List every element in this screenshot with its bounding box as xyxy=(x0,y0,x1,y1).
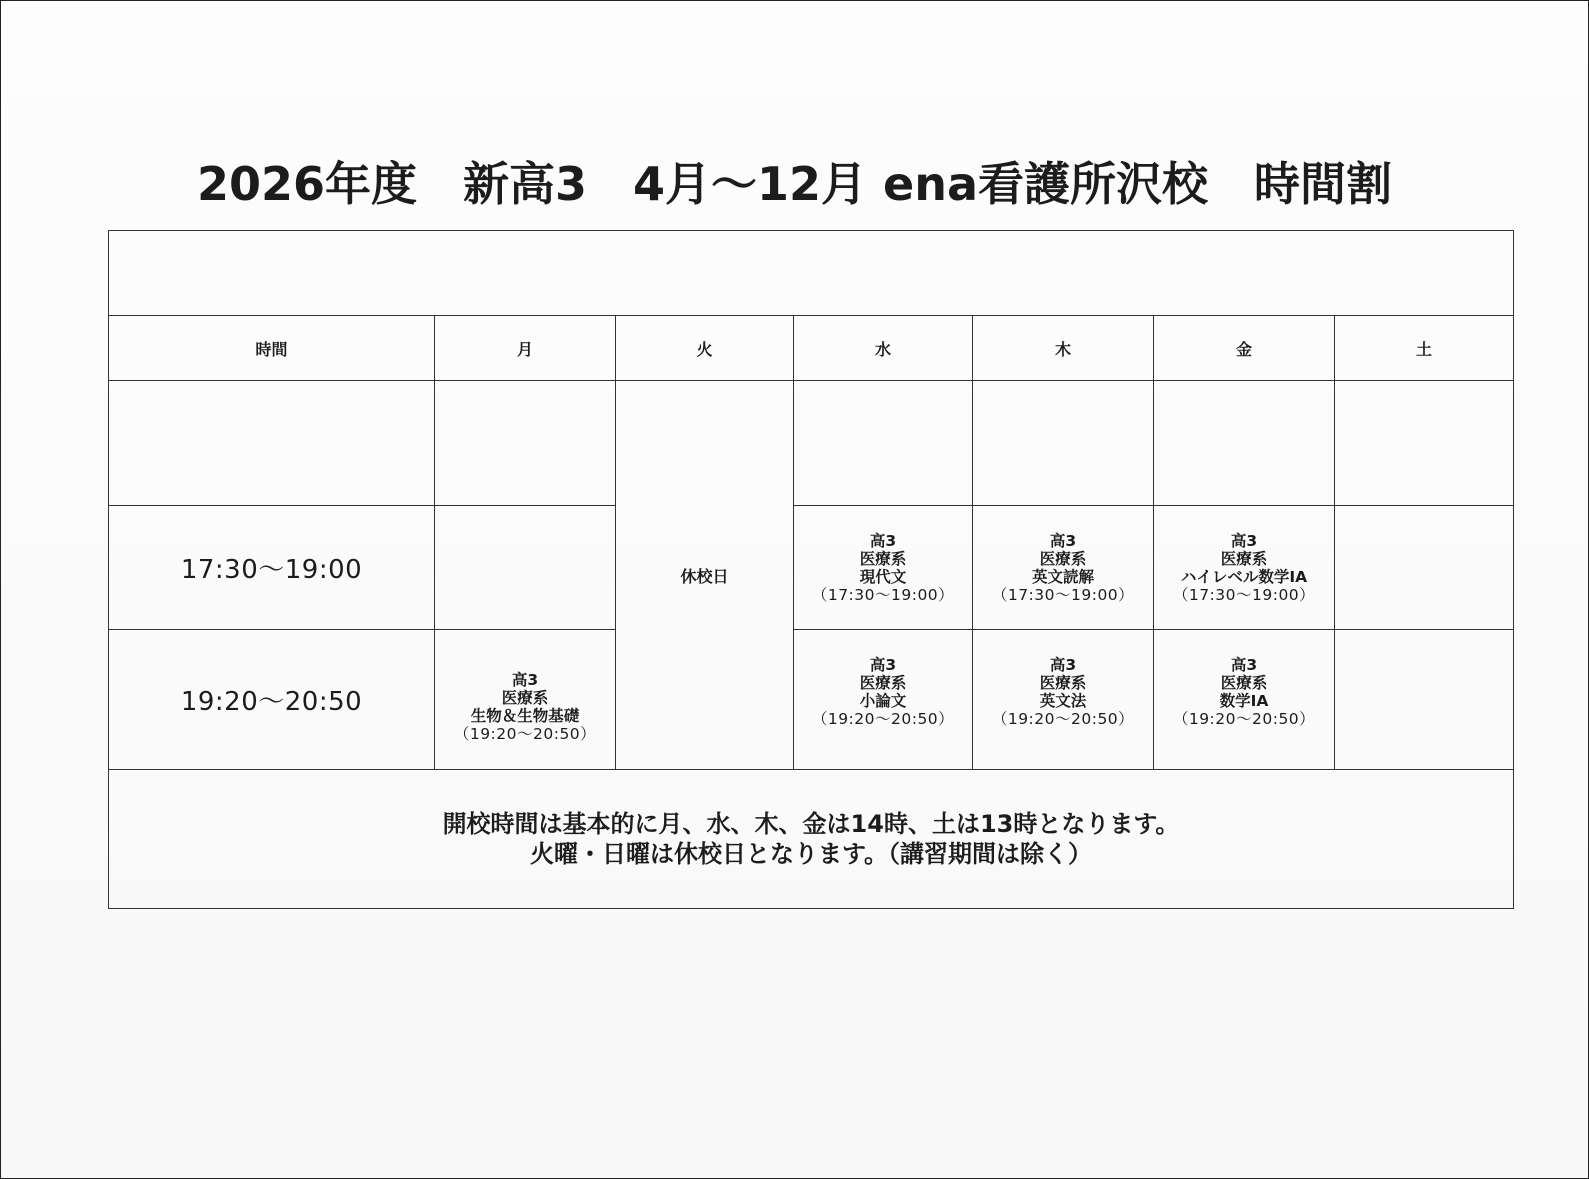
empty-cell xyxy=(794,381,973,506)
class-subject: 現代文 xyxy=(859,567,907,586)
class-cell-thu-2 xyxy=(973,630,1154,770)
class-subject: 数学ⅠA xyxy=(1219,691,1269,710)
class-subject: 英文読解 xyxy=(1031,567,1094,586)
class-cell-wed-2 xyxy=(794,630,973,770)
class-cell-thu-1 xyxy=(973,506,1154,630)
class-time: （17:30～19:00） xyxy=(1172,585,1316,604)
time-label-cell xyxy=(109,381,435,506)
empty-cell xyxy=(1154,381,1335,506)
class-grade: 高3 xyxy=(869,655,897,674)
timeslot-row xyxy=(109,506,1514,630)
class-time: （19:20～20:50） xyxy=(991,709,1135,728)
class-subject: 小論文 xyxy=(859,691,907,710)
class-track: 医療系 xyxy=(1220,549,1268,568)
blank-header-row xyxy=(109,231,1514,316)
class-track: 医療系 xyxy=(1039,673,1087,692)
time-column-header: 時間 xyxy=(109,316,435,381)
tuesday-closed-cell: 休校日 xyxy=(616,381,794,770)
timeslot-row xyxy=(109,630,1514,770)
notes-row xyxy=(109,770,1514,909)
class-time: （19:20～20:50） xyxy=(811,709,955,728)
timetable xyxy=(108,230,1514,909)
empty-cell xyxy=(435,381,616,506)
class-grade: 高3 xyxy=(1049,655,1077,674)
note-line-1: 開校時間は基本的に月、水、木、金は14時、土は13時となります。 xyxy=(442,810,1180,838)
class-track: 医療系 xyxy=(1220,673,1268,692)
timeslot-row xyxy=(109,381,1514,506)
day-header-row xyxy=(109,316,1514,381)
day-header-fri: 金 xyxy=(1154,316,1335,381)
class-subject: 英文法 xyxy=(1039,691,1087,710)
class-grade: 高3 xyxy=(511,670,539,689)
empty-cell xyxy=(435,506,616,630)
day-header-tue: 火 xyxy=(616,316,794,381)
empty-cell xyxy=(1335,506,1514,630)
class-time: （17:30～19:00） xyxy=(991,585,1135,604)
class-track: 医療系 xyxy=(501,688,549,707)
class-grade: 高3 xyxy=(1049,531,1077,550)
class-track: 医療系 xyxy=(859,549,907,568)
empty-cell xyxy=(1335,381,1514,506)
time-label-cell: 19:20～20:50 xyxy=(109,630,435,770)
page-title: 2026年度 新高3 4月～12月 ena看護所沢校 時間割 xyxy=(196,157,1393,211)
class-grade: 高3 xyxy=(869,531,897,550)
note-line-2: 火曜・日曜は休校日となります。（講習期間は除く） xyxy=(529,840,1093,868)
empty-cell xyxy=(973,381,1154,506)
class-time: （19:20～20:50） xyxy=(1172,709,1316,728)
notes-cell xyxy=(109,770,1514,909)
class-time: （17:30～19:00） xyxy=(811,585,955,604)
time-label-cell: 17:30～19:00 xyxy=(109,506,435,630)
class-subject: ハイレベル数学ⅠA xyxy=(1180,567,1308,586)
class-track: 医療系 xyxy=(859,673,907,692)
class-cell-wed-1 xyxy=(794,506,973,630)
day-header-thu: 木 xyxy=(973,316,1154,381)
class-time: （19:20～20:50） xyxy=(453,724,597,743)
day-header-mon: 月 xyxy=(435,316,616,381)
day-header-wed: 水 xyxy=(794,316,973,381)
class-grade: 高3 xyxy=(1230,655,1258,674)
class-track: 医療系 xyxy=(1039,549,1087,568)
day-header-sat: 土 xyxy=(1335,316,1514,381)
class-cell-fri-2 xyxy=(1154,630,1335,770)
empty-cell xyxy=(1335,630,1514,770)
class-cell-fri-1 xyxy=(1154,506,1335,630)
class-grade: 高3 xyxy=(1230,531,1258,550)
class-subject: 生物＆生物基礎 xyxy=(470,706,580,725)
class-cell-mon-2 xyxy=(435,630,616,770)
blank-header-cell xyxy=(109,231,1514,316)
